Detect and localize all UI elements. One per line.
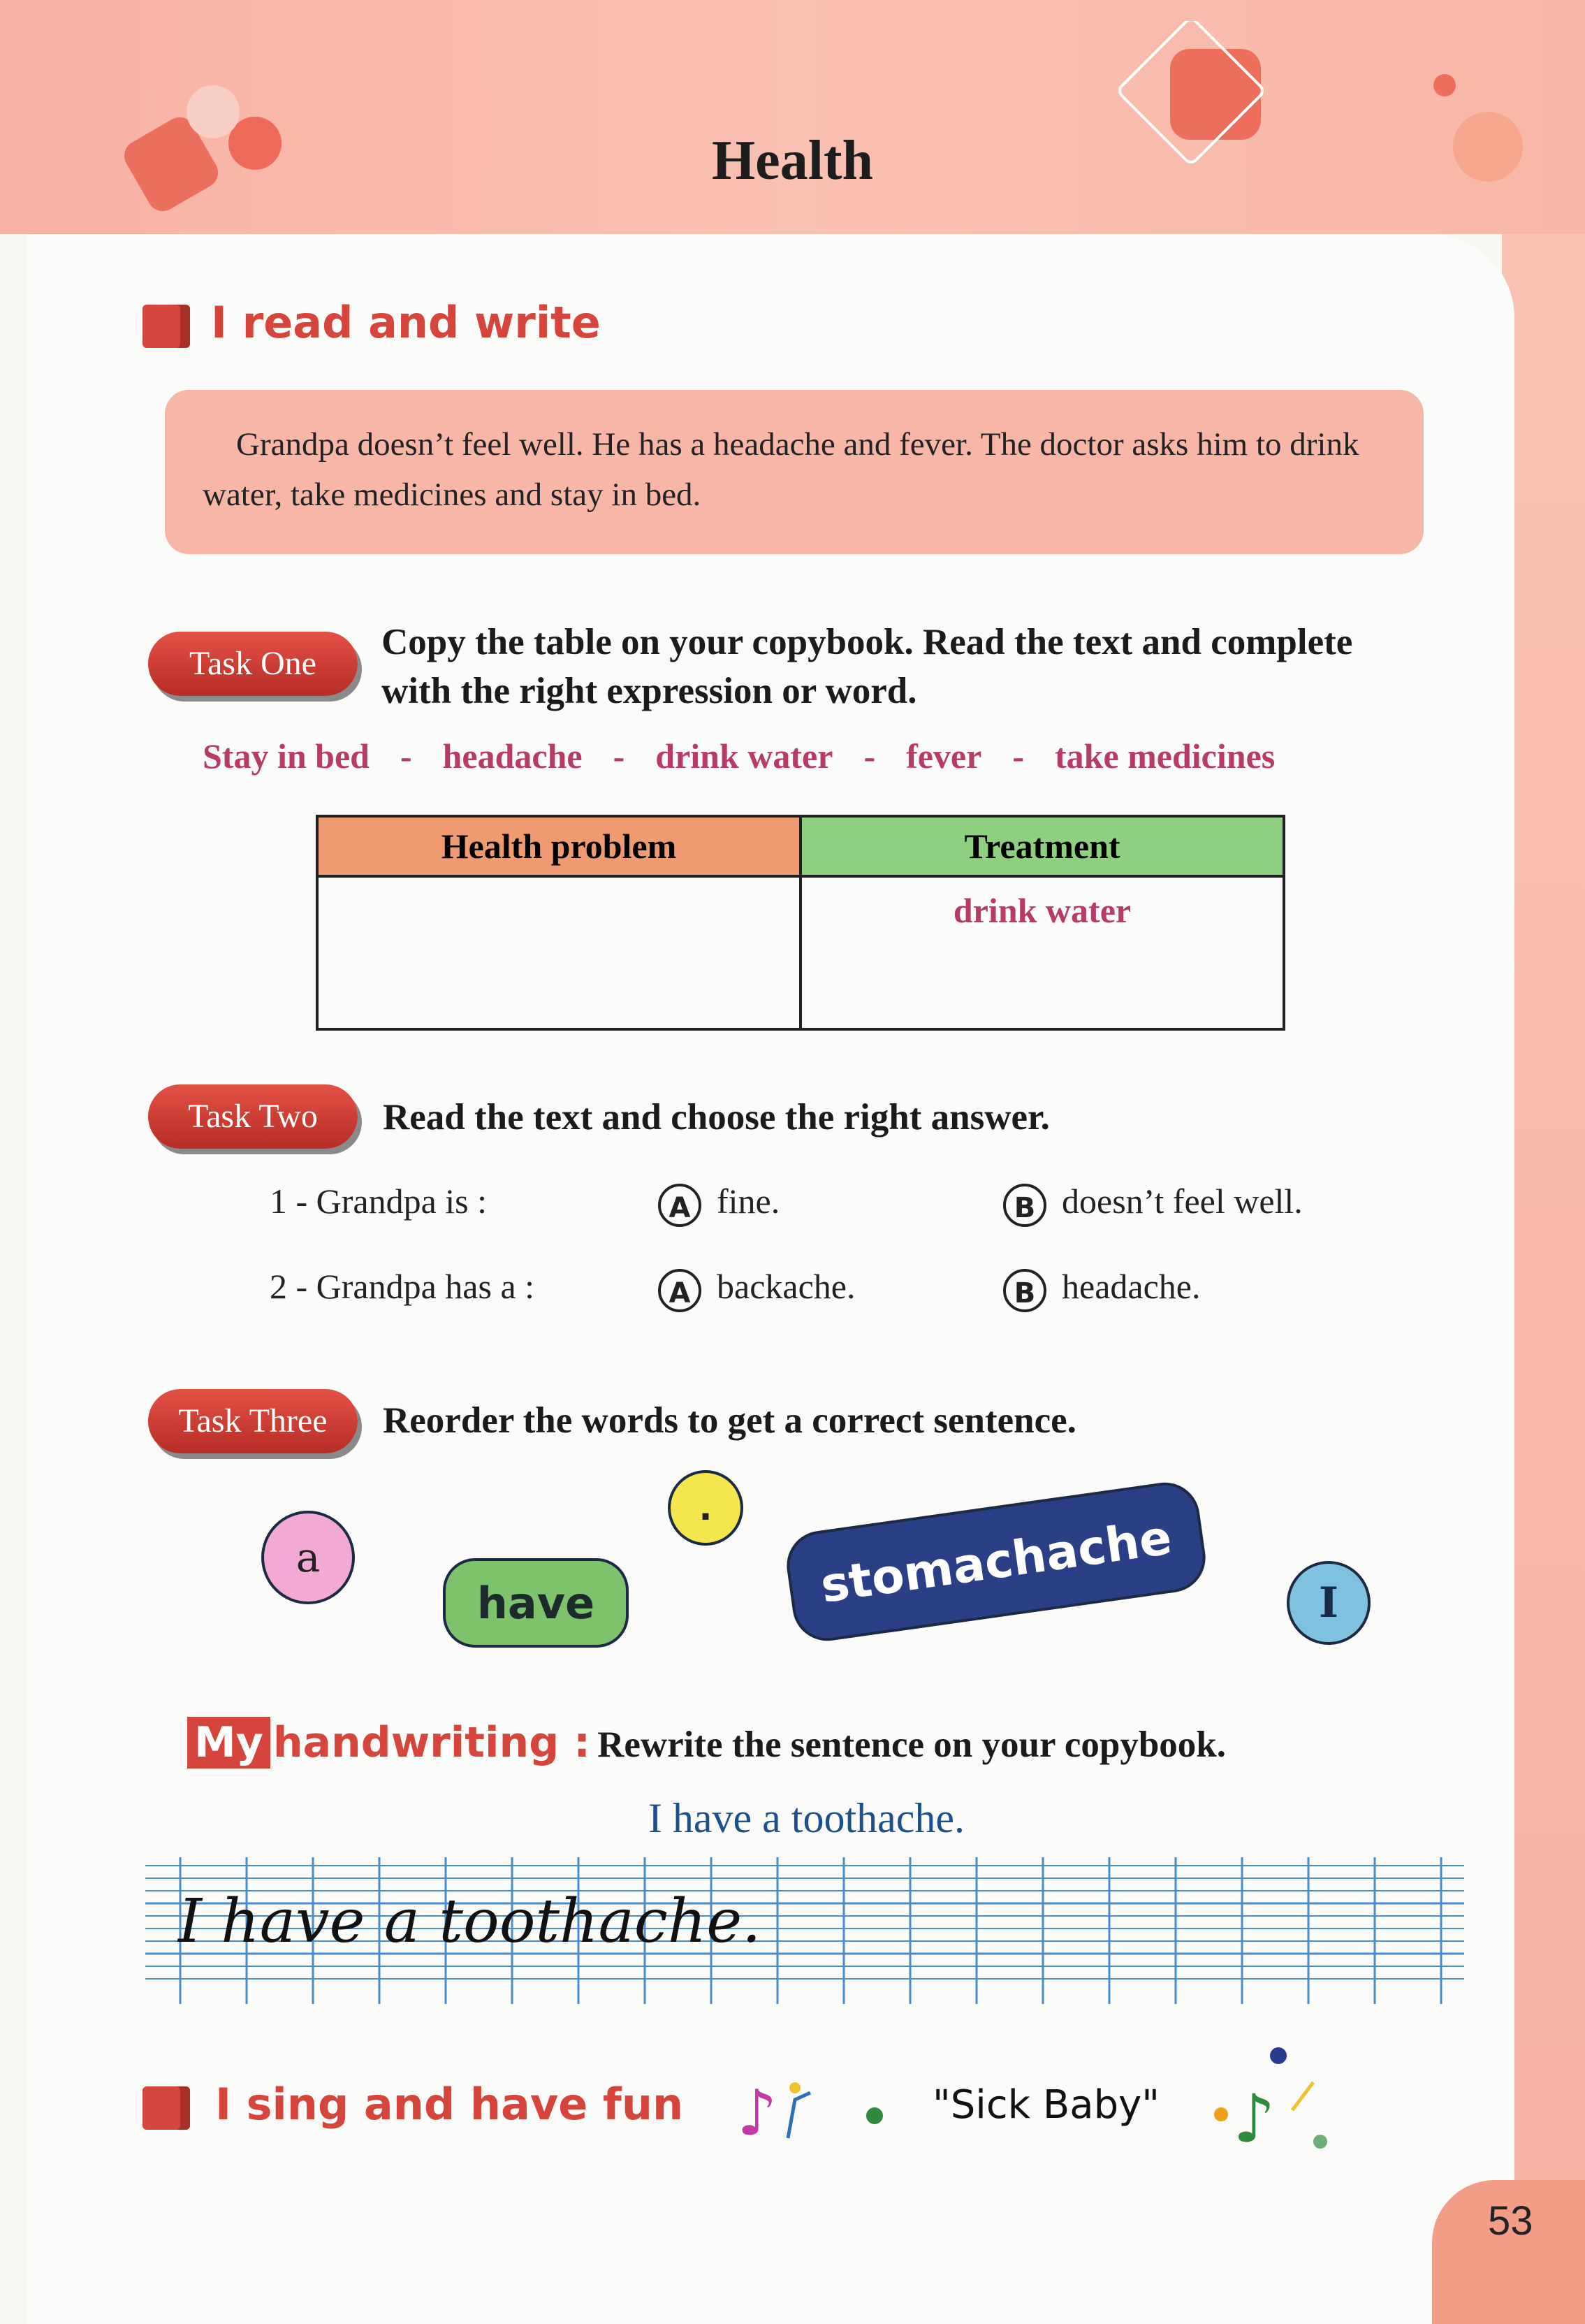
music-notes-icon: [733, 2068, 894, 2159]
question-1-option-b[interactable]: B doesn’t feel well.: [1003, 1181, 1303, 1227]
word-bank-item: drink water: [655, 736, 833, 776]
word-card-a[interactable]: a: [261, 1511, 355, 1604]
option-a-circle: A: [658, 1184, 701, 1227]
question-1: 1 - Grandpa is :: [270, 1182, 488, 1221]
word-card-i[interactable]: I: [1287, 1561, 1371, 1645]
question-2-option-b[interactable]: B headache.: [1003, 1266, 1200, 1312]
question-1-option-a[interactable]: A fine.: [658, 1181, 780, 1227]
table-header-health-problem: Health problem: [317, 816, 801, 876]
task-three-instruction: Reorder the words to get a correct sentence.: [383, 1400, 1076, 1441]
handwriting-label: handwriting :: [272, 1718, 591, 1767]
word-bank-item: Stay in bed: [203, 736, 370, 776]
song-title: "Sick Baby": [933, 2082, 1160, 2128]
word-bank-separator: -: [1012, 736, 1024, 776]
task-two-badge: Task Two: [148, 1084, 358, 1149]
question-2-option-a[interactable]: A backache.: [658, 1266, 855, 1312]
table-header-treatment: Treatment: [801, 816, 1284, 876]
word-bank-separator: -: [863, 736, 876, 776]
health-table: [316, 815, 1285, 1031]
section-title-sing: I sing and have fun: [215, 2079, 684, 2130]
task-three-badge: Task Three: [148, 1389, 358, 1453]
section-title-read-write: I read and write: [211, 297, 601, 348]
option-a-circle: A: [658, 1269, 701, 1312]
cursive-sentence: I have a toothache.: [178, 1887, 761, 1956]
word-bank-separator: -: [613, 736, 625, 776]
word-bank: [203, 736, 1404, 776]
word-card-have[interactable]: have: [443, 1558, 629, 1648]
page-number: 53: [1488, 2198, 1533, 2244]
task-one-badge: Task One: [148, 632, 358, 696]
reading-text: Grandpa doesn’t feel well. He has a headache and fever. The doctor asks him to drink water, take medicines and stay in bed.: [203, 426, 1359, 513]
option-b-circle: B: [1003, 1269, 1046, 1312]
option-b-circle: B: [1003, 1184, 1046, 1227]
svg-text:♪: ♪: [1233, 2081, 1276, 2158]
word-bank-item: fever: [906, 736, 982, 776]
word-bank-item: headache: [442, 736, 583, 776]
svg-text:♪: ♪: [737, 2077, 777, 2150]
my-label: My: [187, 1717, 270, 1769]
word-card-dot[interactable]: .: [668, 1470, 743, 1546]
task-two-instruction: Read the text and choose the right answer.: [383, 1097, 1050, 1138]
music-notes-icon: [1201, 2040, 1327, 2159]
word-bank-separator: -: [400, 736, 412, 776]
word-card-stomachache[interactable]: stomachache: [782, 1478, 1210, 1645]
handwriting-instruction: Rewrite the sentence on your copybook.: [597, 1724, 1227, 1765]
word-bank-item: take medicines: [1054, 736, 1276, 776]
model-sentence: I have a toothache.: [648, 1795, 965, 1841]
section-cube-icon: [143, 305, 190, 348]
table-cell-problem: [317, 876, 801, 1029]
section-cube-icon: [143, 2086, 190, 2130]
handwriting-title: [187, 1717, 1226, 1769]
table-cell-treatment: drink water: [801, 876, 1284, 1029]
question-2: 2 - Grandpa has a :: [270, 1267, 535, 1306]
task-one-instruction: Copy the table on your copybook. Read the text and complete with the right expression or word.: [381, 622, 1353, 711]
page-title: Health: [711, 130, 874, 191]
